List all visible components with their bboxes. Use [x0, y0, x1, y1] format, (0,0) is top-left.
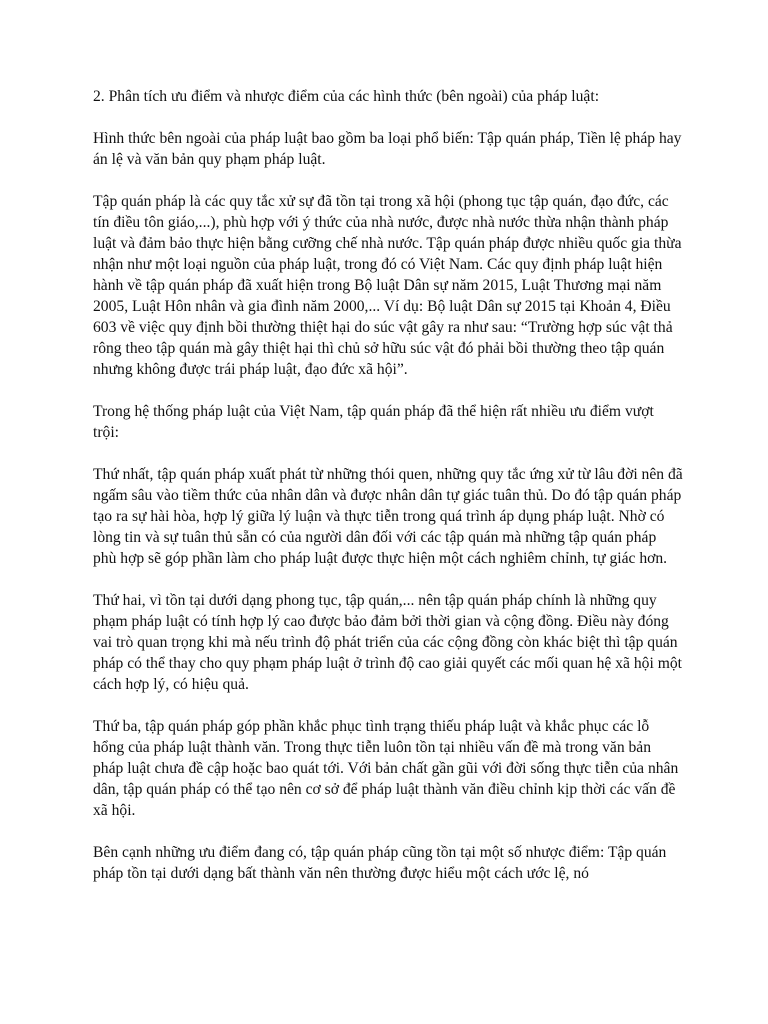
document-body	[93, 86, 683, 905]
paragraph-advantage-second: Thứ hai, vì tồn tại dưới dạng phong tục, tập quán,... nên tập quán pháp chính là những quy phạm pháp luật có tính hợp lý cao được bảo đảm bởi thời gian và cộng đồng. Điều này đóng vai trò quan trọng khi mà nếu trình độ phát triển của các cộng đồng còn khác biệt thì tập quán pháp có thể thay cho quy phạm pháp luật ở trình độ cao giải quyết các mối quan hệ xã hội một cách hợp lý, có hiệu quả.	[93, 592, 682, 693]
paragraph-advantage-third: Thứ ba, tập quán pháp góp phần khắc phục tình trạng thiếu pháp luật và khắc phục các lỗ hổng của pháp luật thành văn. Trong thực tiễn luôn tồn tại nhiều vấn đề mà trong văn bản pháp luật chưa đề cập hoặc bao quát tới. Với bản chất gần gũi với đời sống thực tiễn của nhân dân, tập quán pháp có thể tạo nên cơ sở để pháp luật thành văn điều chỉnh kịp thời các vấn đề xã hội.	[93, 718, 679, 819]
paragraph-disadvantages-intro: Bên cạnh những ưu điểm đang có, tập quán pháp cũng tồn tại một số nhược điểm: Tập quán pháp tồn tại dưới dạng bất thành văn nên thường được hiểu một cách ước lệ, nó	[93, 844, 667, 882]
section-heading: 2. Phân tích ưu điểm và nhược điểm của các hình thức (bên ngoài) của pháp luật:	[93, 88, 600, 105]
paragraph-forms-overview: Hình thức bên ngoài của pháp luật bao gồm ba loại phổ biến: Tập quán pháp, Tiền lệ pháp hay án lệ và văn bản quy phạm pháp luật.	[93, 130, 682, 168]
paragraph-advantage-first: Thứ nhất, tập quán pháp xuất phát từ những thói quen, những quy tắc ứng xử từ lâu đời nên đã ngấm sâu vào tiềm thức của nhân dân và được nhân dân tự giác tuân thủ. Do đó tập quán pháp tạo ra sự hài hòa, hợp lý giữa lý luận và thực tiễn trong quá trình áp dụng pháp luật. Nhờ có lòng tin và sự tuân thủ sẵn có của người dân đối với các tập quán mà những tập quán pháp phù hợp sẽ góp phần làm cho pháp luật được thực hiện một cách nghiêm chỉnh, tự giác hơn.	[93, 466, 683, 567]
paragraph-advantages-intro: Trong hệ thống pháp luật của Việt Nam, tập quán pháp đã thể hiện rất nhiều ưu điểm vượt trội:	[93, 403, 654, 441]
paragraph-customary-law-definition: Tập quán pháp là các quy tắc xử sự đã tồn tại trong xã hội (phong tục tập quán, đạo đức, các tín điều tôn giáo,...), phù hợp với ý thức của nhà nước, được nhà nước thừa nhận thành pháp luật và đảm bảo thực hiện bằng cưỡng chế nhà nước. Tập quán pháp được nhiều quốc gia thừa nhận như một loại nguồn của pháp luật, trong đó có Việt Nam. Các quy định pháp luật hiện hành về tập quán pháp đã xuất hiện trong Bộ luật Dân sự năm 2015, Luật Thương mại năm 2005, Luật Hôn nhân và gia đình năm 2000,... Ví dụ: Bộ luật Dân sự 2015 tại Khoản 4, Điều 603 về việc quy định bồi thường thiệt hại do súc vật gây ra như sau: “Trường hợp súc vật thả rông theo tập quán mà gây thiệt hại thì chủ sở hữu súc vật đó phải bồi thường theo tập quán nhưng không được trái pháp luật, đạo đức xã hội”.	[93, 193, 682, 378]
